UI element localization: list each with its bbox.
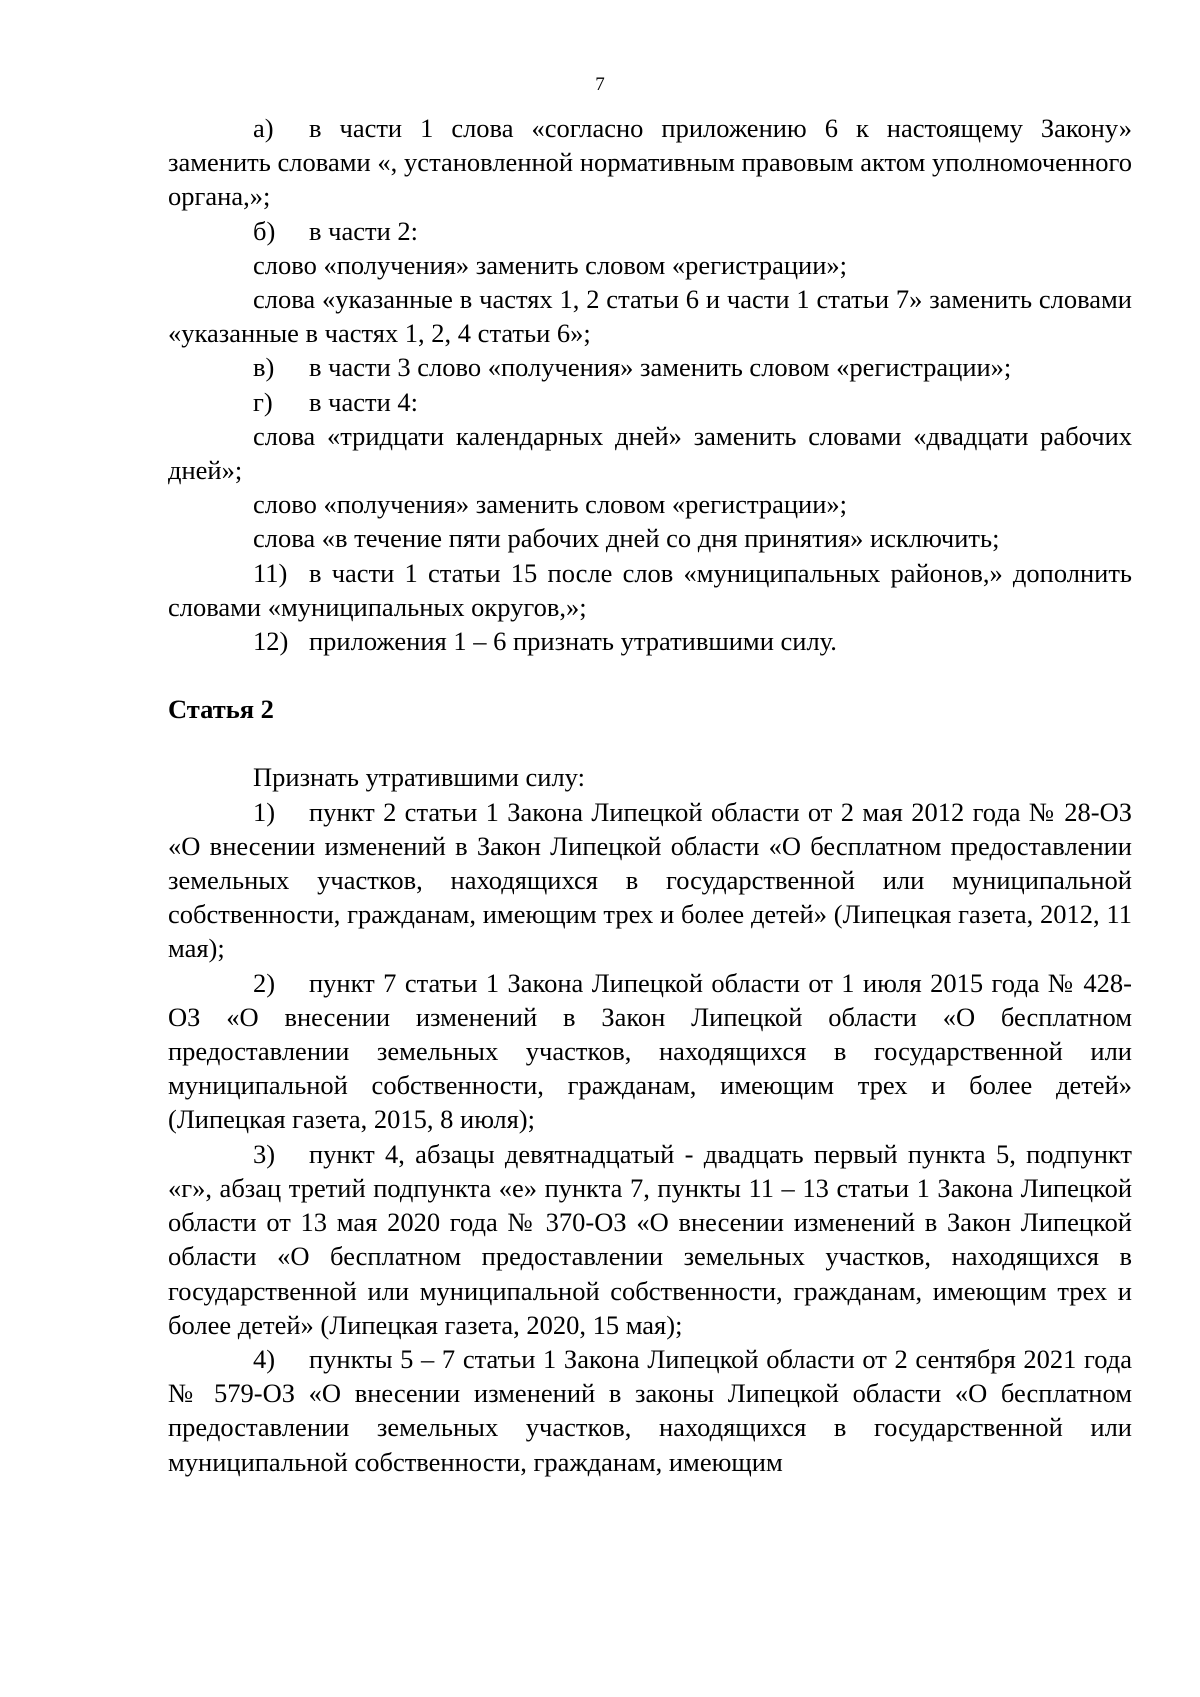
paragraph [168, 248, 1132, 282]
paragraph-text: пункт 4, абзацы девятнадцатый - двадцать первый пункта 5, подпункт «г», абзац третий подпункта «е» пункта 7, пункты 11 – 13 статьи 1 Закона Липецкой области от 13 мая 2020 года № 370-ОЗ «О внесении изменений в Закон Липецкой области «О бесплатном предоставлении земельных участков, находящихся в государственной или муниципальной собственности, гражданам, имеющим трех и более детей» (Липецкая газета, 2020, 15 мая); [168, 1138, 1132, 1340]
paragraph-text: в части 4: [309, 386, 418, 417]
paragraph [168, 419, 1132, 487]
paragraph-text: Признать утратившими силу: [253, 762, 585, 793]
item-number: 12) [253, 626, 289, 657]
paragraph-text: слово «получения» заменить словом «регистрации»; [253, 249, 848, 280]
item-number: б) [253, 215, 276, 246]
paragraph [168, 966, 1132, 1137]
article-heading: Статья 2 [168, 694, 274, 725]
paragraph [168, 624, 1132, 658]
item-number: 2) [253, 967, 276, 998]
item-number: 4) [253, 1343, 276, 1374]
paragraph-text: пункт 2 статьи 1 Закона Липецкой области от 2 мая 2012 года № 28-ОЗ «О внесении изменений в Закон Липецкой области «О бесплатном предоставлении земельных участков, находящихся в государственной или муниципальной собственности, гражданам, имеющим трех и более детей» (Липецкая газета, 2012, 11 мая); [168, 796, 1132, 964]
document-body [168, 111, 1132, 1479]
paragraph [168, 760, 1132, 794]
paragraph-text: в части 2: [309, 215, 418, 246]
item-number: г) [253, 386, 273, 417]
paragraph-text: пункт 7 статьи 1 Закона Липецкой области от 1 июля 2015 года № 428-ОЗ «О внесении изменений в Закон Липецкой области «О бесплатном предоставлении земельных участков, находящихся в государственной или муниципальной собственности, гражданам, имеющим трех и более детей» (Липецкая газета, 2015, 8 июля); [168, 967, 1132, 1135]
paragraph [168, 521, 1132, 555]
paragraph [168, 1137, 1132, 1342]
paragraph-text: слова «тридцати календарных дней» заменить словами «двадцати рабочих дней»; [168, 420, 1132, 486]
paragraph-text: в части 3 слово «получения» заменить словом «регистрации»; [309, 352, 1012, 383]
paragraph-text: в части 1 слова «согласно приложению 6 к настоящему Закону» заменить словами «, установленной нормативным правовым актом уполномоченного органа,»; [168, 113, 1132, 212]
item-number: в) [253, 352, 275, 383]
paragraph [168, 111, 1132, 214]
item-number: 1) [253, 796, 276, 827]
paragraph-text: пункты 5 – 7 статьи 1 Закона Липецкой области от 2 сентября 2021 года № 579-ОЗ «О внесении изменений в законы Липецкой области «О бесплатном предоставлении земельных участков, находящихся в государственной или муниципальной собственности, гражданам, имеющим [168, 1343, 1132, 1477]
paragraph-text: слова «указанные в частях 1, 2 статьи 6 и части 1 статьи 7» заменить словами «указанные в частях 1, 2, 4 статьи 6»; [168, 284, 1132, 349]
paragraph [168, 487, 1132, 521]
paragraph-text: слова «в течение пяти рабочих дней со дня принятия» исключить; [253, 523, 1000, 554]
paragraph [168, 350, 1132, 384]
paragraph-text: приложения 1 – 6 признать утратившими силу. [309, 626, 837, 657]
paragraph-text: слово «получения» заменить словом «регистрации»; [253, 489, 848, 520]
article-1-amendments [168, 111, 1132, 658]
paragraph [168, 214, 1132, 248]
paragraph [168, 556, 1132, 624]
paragraph-text: в части 1 статьи 15 после слов «муниципальных районов,» дополнить словами «муниципальных округов,»; [168, 557, 1132, 622]
paragraph [168, 1342, 1132, 1479]
paragraph [168, 795, 1132, 966]
article-2-repealed-list [168, 760, 1132, 1478]
paragraph [168, 282, 1132, 350]
page-number: 7 [595, 74, 605, 95]
item-number: 3) [253, 1138, 276, 1169]
item-number: а) [253, 113, 274, 143]
paragraph [168, 385, 1132, 419]
item-number: 11) [253, 557, 288, 588]
